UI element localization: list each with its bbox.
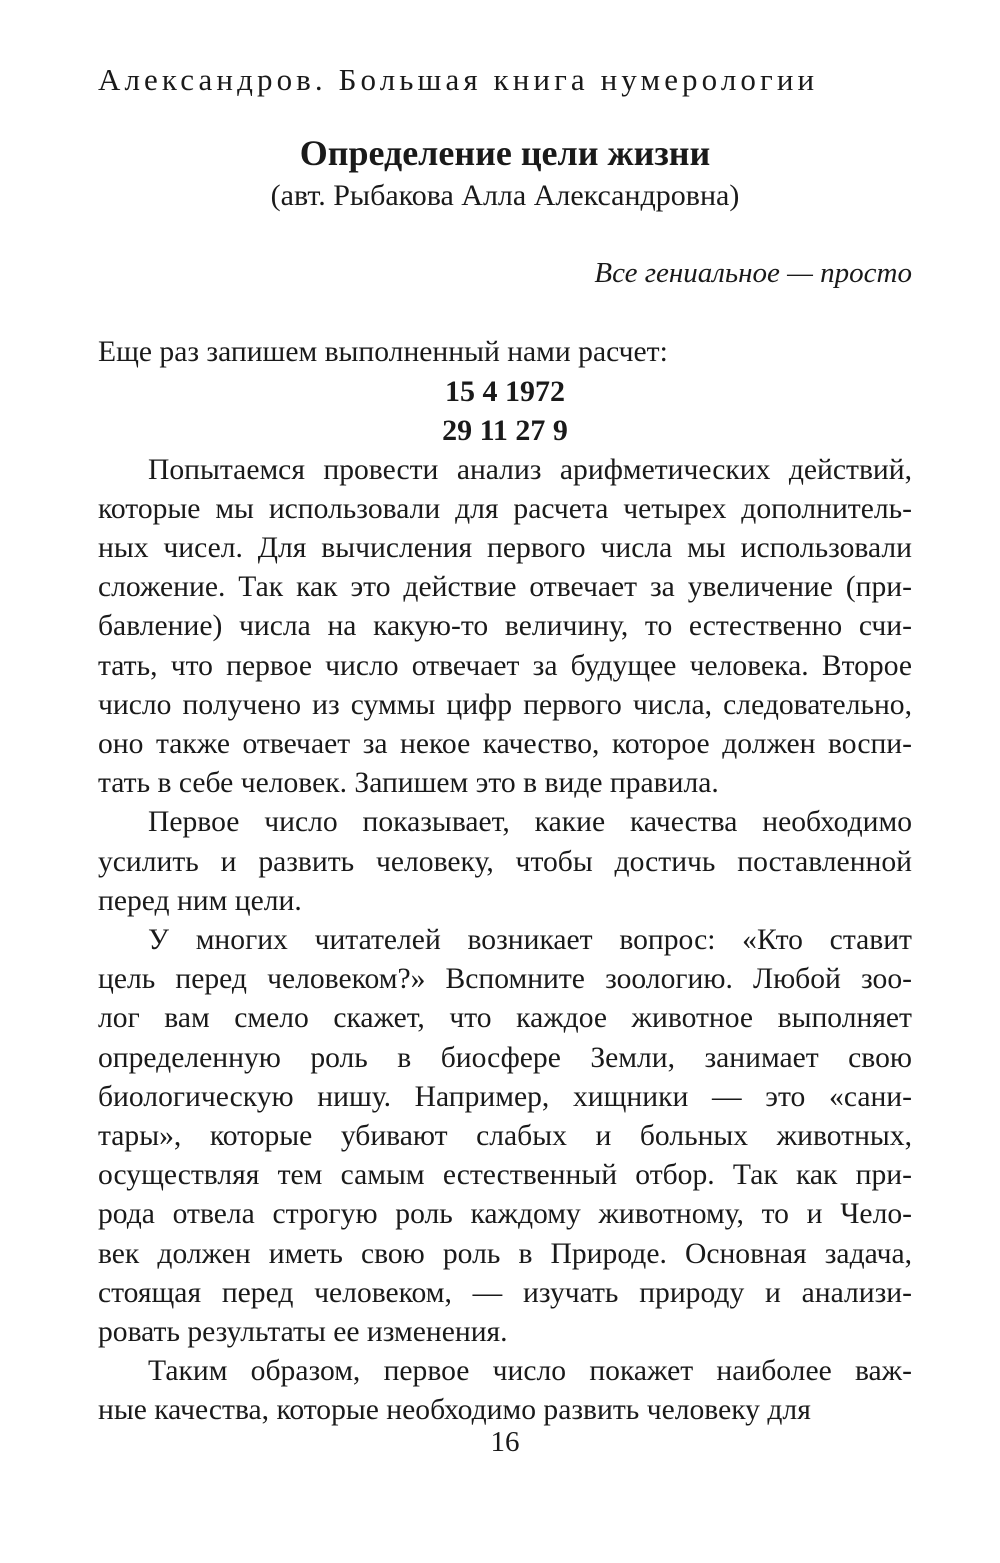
text-line: биологическую нишу. Например, хищники — это «сани- xyxy=(98,1080,912,1113)
paragraph xyxy=(98,921,912,1352)
text-line: тары», которые убивают слабых и больных животных, xyxy=(98,1120,912,1153)
text-line: перед ним цели. xyxy=(98,884,302,917)
text-line: которые мы использовали для расчета четырех дополнитель- xyxy=(98,492,912,525)
text-line: усилить и развить человеку, чтобы достичь поставленной xyxy=(98,845,912,878)
text-line: Попытаемся провести анализ арифметических действий, xyxy=(148,453,912,486)
text-line: ные качества, которые необходимо развить человеку для xyxy=(98,1394,811,1427)
text-line: рода отвела строгую роль каждому животному, то и Чело- xyxy=(98,1198,912,1231)
text-line: сложение. Так как это действие отвечает за увеличение (при- xyxy=(98,571,912,604)
text-line: тать, что первое число отвечает за будущее человека. Второе xyxy=(98,649,912,682)
text-line: тать в себе человек. Запишем это в виде правила. xyxy=(98,767,719,800)
paragraphs xyxy=(98,451,912,1431)
paragraph xyxy=(98,1352,912,1430)
text-line: ных чисел. Для вычисления первого числа мы использовали xyxy=(98,532,912,565)
chapter-author: (авт. Рыбакова Алла Александровна) xyxy=(270,179,740,212)
paragraph xyxy=(98,451,912,804)
text-line: Таким образом, первое число покажет наиболее важ- xyxy=(148,1355,912,1388)
text-line: Первое число показывает, какие качества необходимо xyxy=(148,806,912,839)
intro-line: Еще раз запишем выполненный нами расчет: xyxy=(98,336,668,368)
text-line: У многих читателей возникает вопрос: «Кто ставит xyxy=(148,924,912,957)
epigraph: Все гениальное — просто xyxy=(594,257,912,289)
text-line: стоящая перед человеком, — изучать природу и анализи- xyxy=(98,1276,912,1309)
paragraph xyxy=(98,803,912,921)
body-text xyxy=(98,333,912,1431)
text-line: осуществляя тем самым естественный отбор. Так как при- xyxy=(98,1159,912,1192)
paragraph-block xyxy=(98,451,912,804)
text-line: лог вам смело скажет, что каждое животное выполняет xyxy=(98,1002,912,1035)
text-line: бавление) числа на какую-то величину, то естественно счи- xyxy=(98,610,912,643)
text-line: число получено из суммы цифр первого числа, следовательно, xyxy=(98,688,912,721)
text-line: определенную роль в биосфере Земли, занимает свою xyxy=(98,1041,912,1074)
text-line: ровать результаты ее изменения. xyxy=(98,1316,508,1349)
paragraph-block xyxy=(98,803,912,921)
calculation-line-1: 15 4 1972 xyxy=(445,375,565,409)
running-header: Александров. Большая книга нумерологии xyxy=(98,62,819,97)
text-line: век должен иметь свою роль в Природе. Основная задача, xyxy=(98,1237,912,1270)
calculation-line-2: 29 11 27 9 xyxy=(442,414,568,448)
chapter-title: Определение цели жизни xyxy=(299,133,711,173)
book-page xyxy=(98,0,912,1563)
text-line: оно также отвечает за некое качество, которое должен воспи- xyxy=(98,728,912,761)
paragraph-block xyxy=(98,1352,912,1430)
text-line: цель перед человеком?» Вспомните зоологию. Любой зоо- xyxy=(98,963,912,996)
page-number: 16 xyxy=(490,1426,520,1458)
paragraph-block xyxy=(98,921,912,1352)
